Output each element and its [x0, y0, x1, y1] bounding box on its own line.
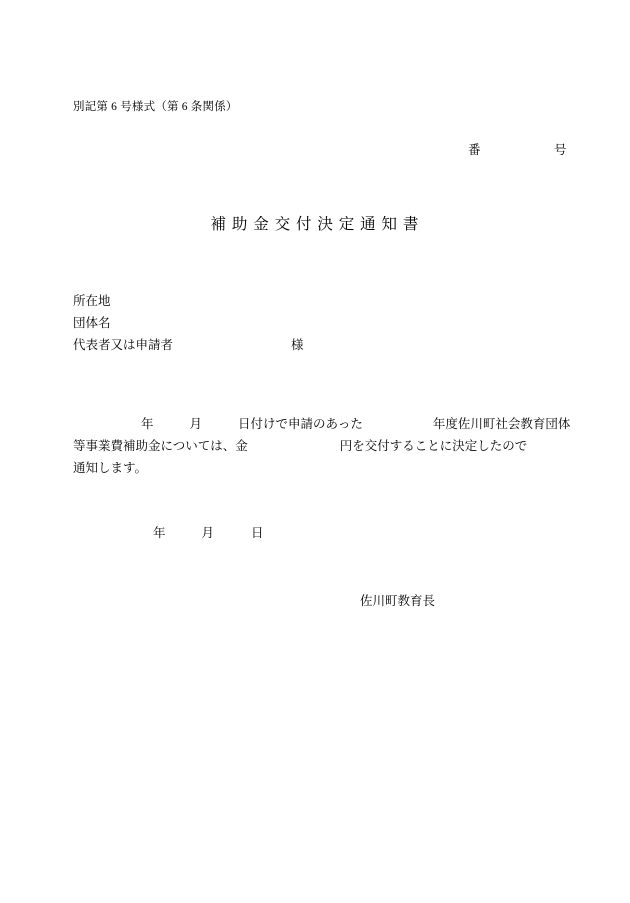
addressee-block: [73, 290, 304, 356]
body-text: [73, 413, 578, 479]
body-month-label: 月: [189, 417, 203, 431]
body-line-1: [73, 413, 578, 435]
body-line-2-prefix: 等事業費補助金については、金: [73, 439, 248, 453]
number-label-gou: 号: [554, 143, 567, 157]
issuer-name: 佐川町教育長: [360, 594, 436, 608]
issue-date-line: [73, 523, 264, 541]
addressee-organization: 団体名: [73, 316, 111, 330]
body-line-3: 通知します。: [73, 461, 148, 475]
body-line-2-suffix: 円を交付することに決定したので: [339, 439, 528, 453]
issue-date-year-label: 年: [153, 526, 166, 540]
addressee-representative-row: [73, 334, 304, 356]
form-code: 別記第 6 号様式（第 6 条関係）: [73, 101, 238, 113]
addressee-honorific: 様: [291, 338, 304, 352]
page-title: 補 助 金 交 付 決 定 通 知 書: [210, 216, 420, 233]
addressee-representative-label: 代表者又は申請者: [73, 338, 174, 352]
addressee-location: 所在地: [73, 294, 111, 308]
body-fiscal-clause: 年度佐川町社会教育団体: [432, 417, 571, 431]
number-label-ban: 番: [468, 143, 481, 157]
body-year-label: 年: [141, 417, 154, 431]
issue-date-day-label: 日: [251, 526, 264, 540]
body-day-clause: 日付けで申請のあった: [238, 417, 363, 431]
body-line-2: [73, 435, 578, 457]
issue-date-month-label: 月: [201, 526, 215, 540]
